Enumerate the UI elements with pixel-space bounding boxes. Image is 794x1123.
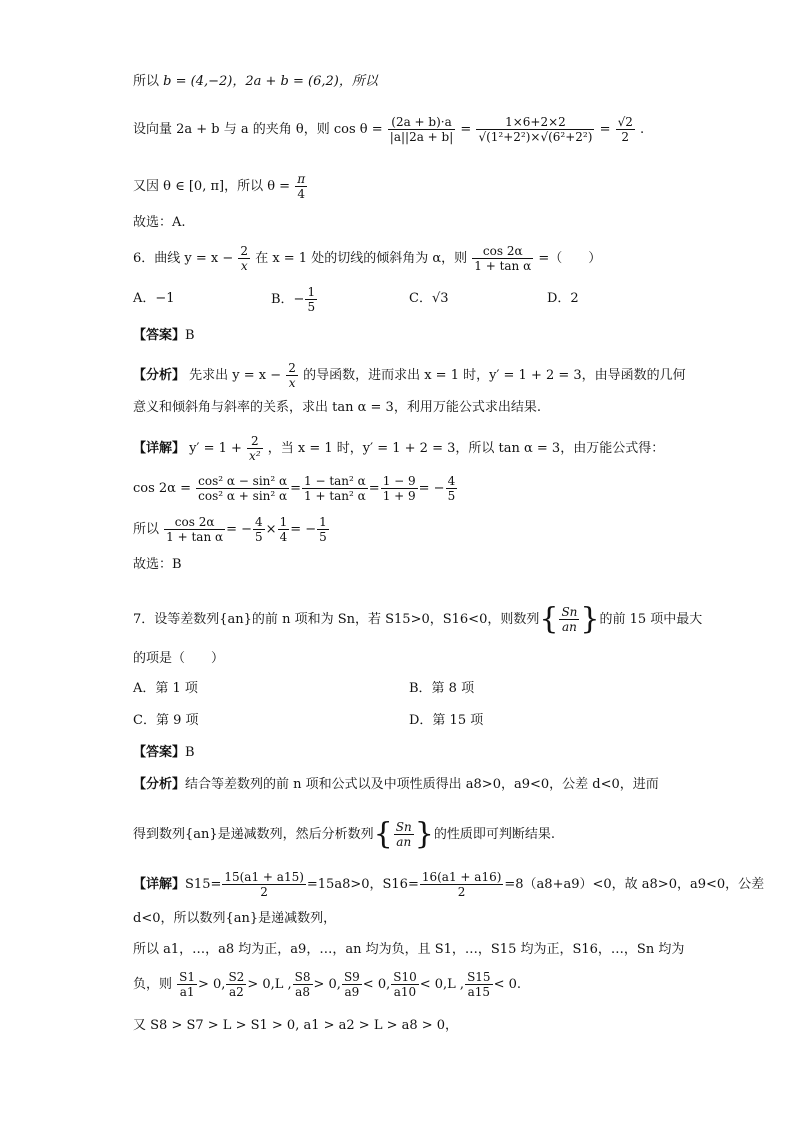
- option-a: A．第 1 项: [133, 681, 198, 696]
- fraction: $\frac{Sn}{an}$: [561, 605, 578, 634]
- fraction: $\frac{15(a1 + a15)}{2}$: [224, 870, 304, 899]
- analysis-line: 得到数列{an}是递减数列，然后分析数列{ $\frac{Sn}{an}$ }的性质即可判断结果.: [133, 816, 555, 852]
- analysis-line: 【分析】结合等差数列的前 n 项和公式以及中项性质得出 a8>0，a9<0，公差 d<0，进而: [133, 777, 659, 792]
- relation: < 0,: [362, 977, 391, 992]
- answer-tag: 【答案】: [133, 745, 186, 760]
- relation: < 0.: [493, 977, 521, 992]
- fraction: $\frac{S8}{a8}$: [294, 970, 311, 999]
- fraction: $\frac{2}{x}$: [288, 361, 296, 390]
- text-line: 设向量 2a + b 与 a 的夹角 θ，则 cos θ = $\frac{(2a + b)\cdot a}{|a||2a + b|}$ = $\frac{1\times 6+2\times 2}{\text{√(1²+2²)×√(6²+2²)}}$ = $\frac{√2}{2}$ .: [133, 115, 645, 144]
- text: 又因 θ ∈ [0, π]，所以 θ =: [133, 179, 291, 194]
- answer-line: 【答案】B: [133, 328, 195, 343]
- relation: > 0,L ,: [247, 977, 292, 992]
- fraction: $\frac{1}{4}$: [279, 515, 288, 544]
- fraction: $\frac{S15}{a15}$: [467, 970, 491, 999]
- detail-line: 所以 $\frac{\cos 2\alpha}{\text{1 + tan α}}$ = − $\frac{4}{5}$ × $\frac{1}{4}$ = − $\frac{1}{5}$: [133, 515, 327, 544]
- text: 所以: [133, 74, 160, 89]
- option-c: C．第 9 项: [133, 713, 199, 728]
- fraction: $\frac{2}{x}$: [240, 244, 249, 273]
- option-b: B．第 8 项: [409, 681, 475, 696]
- choice-line: 故选：B: [133, 557, 182, 572]
- fraction: $\frac{1}{5}$: [319, 515, 327, 544]
- fraction: $\frac{√2}{2}$: [617, 115, 633, 144]
- fraction: $\frac{2}{\text{x²}}$: [249, 434, 261, 463]
- fraction: $\frac{1\times 6+2\times 2}{\text{√(1²+2²)×√(6²+2²)}}$: [478, 115, 593, 144]
- fraction: $\frac{1 - 9}{1 + 9}$: [382, 474, 416, 503]
- text-line: [133, 172, 308, 201]
- fraction: $\frac{4}{5}$: [255, 515, 263, 544]
- answer-tag: 【答案】: [133, 328, 186, 343]
- fraction: $\frac{16(a1 + a16)}{2}$: [421, 870, 502, 899]
- fraction: $\frac{(2a + b)\cdot a}{|a||2a + b|}$: [389, 115, 454, 144]
- fraction: $\frac{4}{5}$: [447, 474, 456, 503]
- option-d: D．2: [547, 291, 579, 306]
- option-c: C．√3: [409, 291, 449, 306]
- fraction: $\frac{S10}{a10}$: [393, 970, 417, 999]
- fraction: $\frac{\cos 2\alpha}{\text{1 + tan α}}$: [166, 515, 224, 544]
- analysis-line: 意义和倾斜角与斜率的关系，求出 tan α = 3，利用万能公式求出结果.: [133, 400, 541, 415]
- fraction: $\frac{\pi}{4}$: [297, 172, 306, 201]
- fraction: $\frac{\text{1 − tan² α}}{\text{1 + tan² α}}$: [304, 474, 366, 503]
- detail-line: cos 2α = $\frac{\text{cos² α − sin² α}}{\text{cos² α + sin² α}}$ = $\frac{\text{1 − tan² α}}{\text{1 + tan² α}}$ = $\frac{1 - 9}{1 + 9}$ = − $\frac{4}{5}$: [133, 474, 456, 503]
- detail-tag: 【详解】: [133, 877, 186, 892]
- analysis-tag: 【分析】: [133, 368, 186, 383]
- relation: < 0,L ,: [419, 977, 465, 992]
- detail-line: 负，则 $\frac{S1}{a1}$ > 0, $\frac{S2}{a2}$ > 0,L , $\frac{S8}{a8}$ > 0, $\frac{S9}{a9}$ < 0, $\frac{S10}{a10}$ < 0,L , $\frac{S15}{a15}$ < 0.: [133, 970, 521, 999]
- detail-line: d<0，所以数列{an}是递减数列，: [133, 911, 337, 926]
- question-7-stem: 7．设等差数列{an}的前 n 项和为 Sn，若 S15>0，S16<0，则数列{ $\frac{Sn}{an}$ }的前 15 项中最大: [133, 601, 703, 637]
- detail-line: 所以 a1，…，a8 均为正，a9，…，an 均为负，且 S1，…，S15 均为正，S16，…，Sn 均为: [133, 942, 685, 957]
- relation: > 0,: [313, 977, 341, 992]
- detail-tag: 【详解】: [133, 441, 186, 456]
- fraction: $\frac{S9}{a9}$: [343, 970, 360, 999]
- analysis-line: 【分析】 先求出 y = x − $\frac{2}{x}$ 的导函数，进而求出 x = 1 时，y′ = 1 + 2 = 3，由导函数的几何: [133, 361, 686, 390]
- detail-line: 【详解】S15= $\frac{15(a1 + a15)}{2}$ =15a8>0，S16= $\frac{16(a1 + a16)}{2}$ =8（a8+a9）<0，故 a8>0，a9<0，公差: [133, 870, 765, 899]
- question-7-stem: 的项是（ ）: [133, 651, 225, 666]
- option-a: A．−1: [133, 291, 175, 306]
- relation: > 0,: [198, 977, 226, 992]
- fraction: $\frac{S1}{a1}$: [179, 970, 196, 999]
- choice-line: 故选：A.: [133, 215, 186, 230]
- analysis-tag: 【分析】: [133, 777, 186, 792]
- fraction: $\frac{\text{cos² α − sin² α}}{\text{cos² α + sin² α}}$: [198, 474, 288, 503]
- detail-line: 又 S8 > S7 > L > S1 > 0, a1 > a2 > L > a8 > 0，: [133, 1018, 459, 1033]
- question-6-stem: 6．曲线 y = x − $\frac{2}{x}$ 在 x = 1 处的切线的倾斜角为 α，则 $\frac{\cos 2\alpha}{\text{1 + tan α}}$ =（ ）: [133, 244, 602, 273]
- detail-line: 【详解】 y′ = 1 + $\frac{2}{\text{x²}}$ ，当 x = 1 时，y′ = 1 + 2 = 3，所以 tan α = 3，由万能公式得：: [133, 434, 665, 463]
- text: 设向量 2a + b 与 a 的夹角 θ，则 cos θ =: [133, 122, 383, 137]
- fraction: $\frac{\cos 2\alpha}{\text{1 + tan α}}$: [474, 244, 532, 273]
- fraction: $\frac{S2}{a2}$: [228, 970, 245, 999]
- option-d: D．第 15 项: [409, 713, 484, 728]
- fraction: $\frac{Sn}{an}$: [395, 820, 412, 849]
- math-expression: b = (4,−2)，2a + b = (6,2)，所以: [163, 74, 378, 89]
- option-b: B．− $\frac{1}{5}$: [271, 285, 316, 314]
- answer-line: 【答案】B: [133, 745, 195, 760]
- text-line: [133, 73, 378, 91]
